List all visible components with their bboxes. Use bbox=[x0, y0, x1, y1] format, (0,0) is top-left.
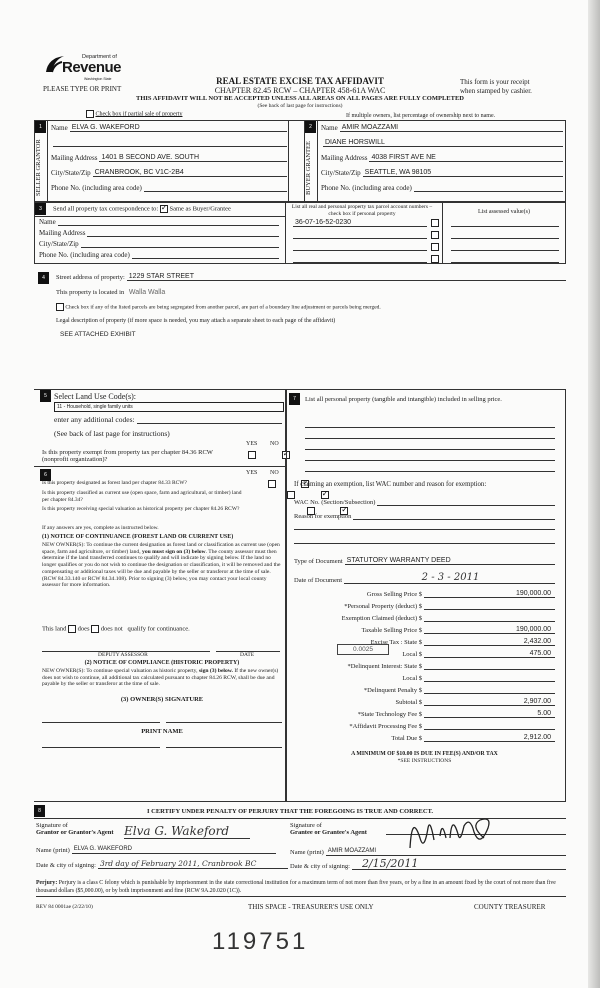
seller-mailing-row: Mailing Address 1401 B SECOND AVE. SOUTH bbox=[51, 153, 287, 162]
exemption-label: If claiming an exemption, list WAC number and reason for exemption: bbox=[294, 481, 487, 488]
street-address-row: Street address of property: 1229 STAR STREET bbox=[56, 272, 566, 281]
local-rate-field[interactable]: 0.0025 bbox=[337, 644, 389, 655]
buyer-phone-row: Phone No. (including area code) bbox=[321, 183, 563, 192]
buyer-mailing-row: Mailing Address 4038 FIRST AVE NE bbox=[321, 153, 563, 162]
parcel-row bbox=[291, 218, 439, 227]
continuance-row: This land does does not qualify for continuance. bbox=[42, 625, 190, 633]
form-subtitle: CHAPTER 82.45 RCW – CHAPTER 458-61A WAC bbox=[214, 86, 386, 95]
seller-city-row: City/State/Zip CRANBROOK, BC V1C-2B4 bbox=[51, 168, 287, 177]
logo-state: Washington State bbox=[84, 77, 112, 81]
tax-row: *Delinquent Interest: State $ bbox=[294, 661, 555, 670]
wac-number-field[interactable] bbox=[377, 497, 555, 506]
tax-row: Exemption Claimed (deduct) $ bbox=[294, 613, 555, 622]
section-number-8: 8 bbox=[34, 805, 45, 817]
assessed-header: List assessed value(s) bbox=[478, 209, 530, 215]
seller-name-row: Name ELVA G. WAKEFORD bbox=[51, 123, 287, 132]
grantor-date-city-field[interactable]: 3rd day of February 2011, Cranbrook BC bbox=[98, 858, 288, 869]
historic-question: Is this property receiving special valuation as historical property per chapter 84.26 RCW? bbox=[42, 506, 240, 512]
parcel-row bbox=[291, 230, 439, 239]
segregated-row: Check box if any of the listed parcels are being segregated from another parcel, are part of a boundary line adjustment or parcels being merged. bbox=[56, 303, 381, 311]
tax-row: Excise Tax : State $ 2,432.00 bbox=[294, 637, 555, 646]
perjury-notice: Perjury: Perjury is a class C felony which is punishable by imprisonment in the state correctional institution for a maximum term of not more than five years, or by a fine in an amount fixed by the court of not more than five thousand dollars ($5,000.00), or by both imprisonment and fine (RCW 9A.20.020 (1C)). bbox=[36, 880, 566, 897]
notice2-body: NEW OWNER(S): To continue special valuation as historic property, sign (3) below. If the new owner(s) does not wish to continue, all additional tax calculated pursuant to chapter 84.26 RCW, shall be due and payable by the seller or transferor at the time of sale. bbox=[42, 668, 279, 687]
grantee-date-city-field[interactable]: 2/15/2011 bbox=[352, 858, 566, 870]
parcel-field[interactable]: 36-07-16-52-0230 bbox=[293, 218, 427, 227]
tax-row: *Personal Property (deduct) $ bbox=[294, 601, 555, 610]
certify-statement: I CERTIFY UNDER PENALTY OF PERJURY THAT THE FOREGOING IS TRUE AND CORRECT. bbox=[146, 808, 433, 815]
corr-name-field[interactable] bbox=[58, 217, 279, 226]
parcels-header: List all real and personal property tax parcel account numbers – check box if personal property bbox=[291, 204, 433, 217]
county-treasurer-label: COUNTY TREASURER bbox=[474, 903, 546, 911]
section-buyer bbox=[288, 120, 566, 202]
buyer-name-row: Name AMIR MOAZZAMI bbox=[321, 123, 563, 132]
grantor-signature[interactable]: Elva G. Wakeford bbox=[124, 824, 250, 839]
tax-row: *State Technology Fee $ 5.00 bbox=[294, 709, 555, 718]
correspondence-row: Send all property tax correspondence to: ✓ Same as Buyer/Grantee bbox=[53, 205, 231, 213]
parcel-field[interactable] bbox=[293, 242, 427, 251]
forest-yes-checkbox[interactable] bbox=[268, 480, 276, 488]
partial-sale-label: Check box if partial sale of property bbox=[95, 111, 183, 118]
tax-row: Local $ 475.00 bbox=[294, 649, 555, 658]
parcel-row bbox=[291, 254, 439, 263]
does-qualify-checkbox[interactable] bbox=[68, 625, 76, 633]
corr-phone-field[interactable] bbox=[132, 250, 279, 259]
see-instructions: *SEE INSTRUCTIONS bbox=[397, 758, 452, 764]
gross-selling-price-field[interactable]: 190,000.00 bbox=[424, 589, 555, 598]
section-number-3: 3 bbox=[35, 203, 46, 215]
land-use-see-back: (See back of last page for instructions) bbox=[54, 429, 170, 438]
buyer-city-field[interactable]: SEATTLE, WA 98105 bbox=[363, 168, 563, 177]
excise-tax-state-field[interactable]: 2,432.00 bbox=[424, 637, 555, 646]
street-address-field[interactable]: 1229 STAR STREET bbox=[127, 272, 566, 281]
section-number-6: 6 bbox=[40, 469, 51, 481]
buyer-mailing-field[interactable]: 4038 FIRST AVE NE bbox=[369, 153, 563, 162]
tax-row: Subtotal $ 2,907.00 bbox=[294, 697, 555, 706]
grantor-print-name-field[interactable]: ELVA G. WAKEFORD bbox=[72, 845, 276, 854]
tax-row: Taxable Selling Price $ 190,000.00 bbox=[294, 625, 555, 634]
seller-side-label: SELLER GRANTOR bbox=[35, 139, 42, 197]
tax-row: Gross Selling Price $ 190,000.00 bbox=[294, 589, 555, 598]
personal-property-line[interactable] bbox=[305, 471, 555, 472]
section-7: 7 List all personal property (tangible and intangible) included in selling price. If claiming an exemption, list WAC number and reason for exemption: WAC No. (Section/Subsection) Reason for exemption Type of Document STATUTORY WARRANTY DEED Date of Document 2 - 3 - 2011 Gross Selling Price $ 190,000.00 *Personal Property (deduct) $ Exemption Claimed (deduct) $ Taxable Selling Price $ 190,000.00 Excise Tax : State $ 2,432.00 0.0025 Local $ 475.00 *Delinquent Interest: State $ Local $ *Delinquent Penalty $ Subtotal $ 2,907.00 *State Technology Fee $ 5.00 *Affidavit Processing Fee $ Total Due $ 2,912.00 A MINIMUM OF $10.00 IS DUE IN FEE(S) AND/OR TAX *SEE INSTRUCTIONS bbox=[286, 389, 566, 801]
sections-5-6: 5 Select Land Use Code(s): 11 - Household, single family units enter any additional codes: (See back of last page for instructions) YES NO Is this property exempt from property tax per chapter 84.36 RCW (nonprofit organization)? ✓ 6 YES NO Is this property designated as forest land per chapter 84.33 RCW? ✓ Is this property classified as current use (open space, farm and agricultural, or timber) land per chapter 84.34? ✓ Is this property receiving special valuation as historical property per chapter 84.26 RCW? ✓ If any answers are yes, complete as instructed below. (1) NOTICE OF CONTINUANCE (FOREST LAND OR CURRENT USE) NEW OWNER(S): To continue the current designation as forest land or classification as current use (open space, farm and agriculture, or timber) land, you must sign on (3) below. The county assessor must then determine if the land transferred continues to qualify and will indicate by signing below. If the land no longer qualifies or you do not wish to continue the designation or classification, it will be removed and the compensating or additional taxes will be due and payable by the seller or transferor at the time of sale. (RCW 84.33.140 or RCW 84.34.108). Prior to signing (3) below, you may contact your local county assessor for more information. This land does does not qualify for continuance. DEPUTY ASSESSOR DATE (2) NOTICE OF COMPLIANCE (HISTORIC PROPERTY) NEW OWNER(S): To continue special valuation as historic property, sign (3) below. If the new owner(s) does not wish to continue, all additional tax calculated pursuant to chapter 84.26 RCW, shall be due and payable by the seller or transferor at the time of sale. (3) OWNER(S) SIGNATURE PRINT NAME bbox=[34, 389, 286, 801]
minimum-due-note: A MINIMUM OF $10.00 IS DUE IN FEE(S) AND/OR TAX bbox=[351, 751, 498, 757]
receipt-note-1: This form is your receipt bbox=[460, 78, 530, 86]
legal-description-field[interactable]: SEE ATTACHED EXHIBIT bbox=[60, 331, 136, 338]
tax-row: *Affidavit Processing Fee $ bbox=[294, 721, 555, 730]
buyer-name-field[interactable]: AMIR MOAZZAMI bbox=[340, 123, 563, 132]
section-number-7: 7 bbox=[289, 393, 300, 405]
legal-description-label: Legal description of property (if more space is needed, you may attach a separate sheet to each page of the affidavit) bbox=[56, 318, 336, 324]
section-seller bbox=[34, 120, 288, 202]
land-use-label: Select Land Use Code(s): bbox=[54, 392, 136, 401]
logo-dept: Department of bbox=[82, 54, 117, 60]
taxable-selling-price-field[interactable]: 190,000.00 bbox=[424, 625, 555, 634]
personal-property-line[interactable] bbox=[305, 438, 555, 439]
personal-property-checkbox[interactable] bbox=[431, 219, 439, 227]
section-number-5: 5 bbox=[40, 390, 51, 402]
exempt-question: Is this property exempt from property tax per chapter 84.36 RCW (nonprofit organization)? bbox=[42, 449, 213, 463]
form-id: REV 84 0001ae (2/22/10) bbox=[36, 904, 93, 910]
delinquent-penalty-field[interactable] bbox=[424, 685, 555, 694]
partial-sale-row bbox=[86, 110, 182, 118]
exemption-claimed-field[interactable] bbox=[424, 613, 555, 622]
completion-warning: THIS AFFIDAVIT WILL NOT BE ACCEPTED UNLESS ALL AREAS ON ALL PAGES ARE FULLY COMPLETED bbox=[136, 95, 464, 102]
grantee-signature-label: Signature of Grantee or Grantee's Agent bbox=[290, 822, 367, 836]
tax-row: Total Due $ 2,912.00 bbox=[294, 733, 555, 742]
current-use-question: Is this property classified as current use (open space, farm and agricultural, or timber) land per chapter 84.34? bbox=[42, 490, 242, 503]
date-label: DATE bbox=[240, 652, 255, 658]
please-type: PLEASE TYPE OR PRINT bbox=[43, 85, 122, 93]
notice1-title: (1) NOTICE OF CONTINUANCE (FOREST LAND OR CURRENT USE) bbox=[42, 534, 234, 540]
document-type-field[interactable]: STATUTORY WARRANTY DEED bbox=[345, 556, 555, 565]
buyer-side-label: BUYER GRANTEE bbox=[305, 141, 312, 195]
owner-signature-line-2[interactable] bbox=[166, 722, 282, 723]
segregated-checkbox[interactable] bbox=[56, 303, 64, 311]
personal-property-checkbox[interactable] bbox=[431, 255, 439, 263]
corr-mailing-field[interactable] bbox=[87, 228, 279, 237]
parcel-row bbox=[291, 242, 439, 251]
processing-fee-field[interactable] bbox=[424, 721, 555, 730]
section-number-2: 2 bbox=[305, 121, 316, 133]
if-yes-note: If any answers are yes, complete as instructed below. bbox=[42, 525, 159, 531]
subtotal-field[interactable]: 2,907.00 bbox=[424, 697, 555, 706]
owner-signature-label: (3) OWNER(S) SIGNATURE bbox=[120, 696, 204, 703]
assessed-value-field[interactable] bbox=[451, 218, 559, 227]
seller-phone-row: Phone No. (including area code) bbox=[51, 183, 287, 192]
logo-name: Revenue bbox=[62, 59, 122, 76]
personal-property-deduct-field[interactable] bbox=[424, 601, 555, 610]
located-row: This property is located in Walla Walla bbox=[56, 289, 166, 296]
buyer-phone-field[interactable] bbox=[414, 183, 563, 192]
exemption-reason-field[interactable] bbox=[353, 511, 555, 520]
delinquent-interest-state-field[interactable] bbox=[424, 661, 555, 670]
parcel-field[interactable] bbox=[293, 254, 427, 263]
delinquent-interest-local-field[interactable] bbox=[424, 673, 555, 682]
affidavit-page: Department of Revenue Washington State PLEASE TYPE OR PRINT REAL ESTATE EXCISE TAX AFFIDAVIT CHAPTER 82.45 RCW – CHAPTER 458-61A WAC THIS AFFIDAVIT WILL NOT BE ACCEPTED UNLESS ALL AREAS ON ALL PAGES ARE FULLY COMPLETED (See back of last page for instructions) This form is your receipt when stamped by cashier. Check box if partial sale of property If multiple owners, list percentage of ownership next to name. 1 SELLER GRANTOR Name ELVA G. WAKEFORD Mailing Address 1401 B SECOND AVE. SOUTH City/State/Zip CRANBROOK, BC V1C-2B4 Phone No. (including area code) 2 BUYER GRANTEE Name AMIR MOAZZAMI DIANE HORSWILL Mailing Address 4038 FIRST AVE NE City/State/Zip SEATTLE, WA 98105 Phone No. (including area code) 3 Send all property tax correspondence to: ✓ Same as Buyer/Grantee Name Mailing Address City/State/Zip Phone No. (including area code) List all real and personal property tax parcel account numbers – check box if personal property List assessed value(s) 36-07-16-52-0230 4 Street address of property: 1229 STAR STREET This property is located in Walla Walla Check box if any of the listed parcels are being segregated from another parcel, are part of a boundary line adjustment or parcels being merged. Legal description of property (if more space is needed, you may attach a separate sheet to each page of the affidavit) SEE ATTACHED EXHIBIT 5 Select Land Use Code(s): 11 - Household, single family units enter any additional codes: (See back of last page for instructions) YES NO Is this property exempt from property tax per chapter 84.36 RCW (nonprofit organization)? ✓ 6 YES NO Is this property designated as forest land per chapter 84.33 RCW? ✓ Is this property classified as current use (open space, farm and agricultural, or timber) land per chapter 84.34? ✓ Is this property receiving special valuation as historical property per chapter 84.26 RCW? ✓ If any answers are yes, complete as instructed below. (1) NOTICE OF CONTINUANCE (FOREST LAND OR CURRENT USE) NEW OWNER(S): To continue the current designation as forest land or classification as current use (open space, farm and agriculture, or timber) land, you must sign on (3) below. The county assessor must then determine if the land transferred continues to qualify and will indicate by signing below. If the land no longer qualifies or you do not wish to continue the designation or classification, it will be removed and the compensating or additional taxes will be due and payable by the seller or transferor at the time of sale. (RCW 84.33.140 or RCW 84.34.108). Prior to signing (3) below, you may contact your local county assessor for more information. This land does does not qualify for continuance. DEPUTY ASSESSOR DATE (2) NOTICE OF COMPLIANCE (HISTORIC PROPERTY) NEW OWNER(S): To continue special valuation as historic property, sign (3) below. If the new owner(s) does not wish to continue, all additional tax calculated pursuant to chapter 84.26 RCW, shall be due and payable by the seller or transferor at the time of sale. (3) OWNER(S) SIGNATURE PRINT NAME 7 List all personal property (tangible and intangible) included in selling price. If claiming an exemption, list WAC number and reason for exemption: WAC No. (Section/Subsection) Reason for exemption Type of Document STATUTORY WARRANTY DEED Date of Document 2 - 3 - 2011 Gross Selling Price $ 190,000.00 *Personal Property (deduct) $ Exemption Claimed (deduct) $ Taxable Selling Price $ 190,000.00 Excise Tax : State $ 2,432.00 0.0025 Local $ 475.00 *Delinquent Interest: State $ Local $ *Delinquent Penalty $ Subtotal $ 2,907.00 *State Technology Fee $ 5.00 *Affidavit Processing Fee $ Total Due $ 2,912.00 A MINIMUM OF $10.00 IS DUE IN FEE(S) AND/OR TAX *SEE INSTRUCTIONS 8 I CERTIFY UNDER PENALTY OF PERJURY THAT THE FOREGOING IS TRUE AND CORRECT. Signature of Grantor or Grantor's Agent Elva G. Wakeford Name (print) ELVA G. WAKEFORD Date & city of signing: 3rd day of February 2011, Cranbrook BC Signature of Grantee or Grantee's Agent Name (print) AMIR MOAZZAMI Date & city of signing: 2/15/2011 Perjury: Perjury is a class C felony which is punishable by imprisonment in the state correctional institution for a maximum term of not more than five years, or by a fine in an amount fixed by the court of not more than five thousand dollars ($5,000.00), or by both imprisonment and fine (RCW 9A.20.020 (1C)). REV 84 0001ae (2/22/10) THIS SPACE - TREASURER'S USE ONLY COUNTY TREASURER 119751 bbox=[0, 0, 600, 988]
assessed-value-field[interactable] bbox=[451, 254, 559, 263]
section-number-4: 4 bbox=[38, 272, 49, 284]
scan-edge bbox=[588, 0, 600, 988]
excise-tax-local-field[interactable]: 475.00 bbox=[424, 649, 555, 658]
form-title: REAL ESTATE EXCISE TAX AFFIDAVIT bbox=[216, 76, 384, 86]
corr-city-field[interactable] bbox=[81, 239, 279, 248]
personal-property-checkbox[interactable] bbox=[431, 243, 439, 251]
partial-sale-checkbox[interactable] bbox=[86, 110, 94, 118]
forest-question: Is this property designated as forest land per chapter 84.33 RCW? bbox=[42, 480, 187, 486]
seller-city-field[interactable]: CRANBROOK, BC V1C-2B4 bbox=[93, 168, 287, 177]
notice2-title: (2) NOTICE OF COMPLIANCE (HISTORIC PROPERTY) bbox=[84, 660, 240, 666]
parcel-field[interactable] bbox=[293, 230, 427, 239]
exempt-yes-checkbox[interactable] bbox=[248, 451, 256, 459]
additional-codes-field[interactable] bbox=[137, 415, 282, 424]
dor-logo bbox=[44, 52, 124, 84]
land-use-select[interactable]: 11 - Household, single family units bbox=[54, 402, 284, 412]
see-back-note: (See back of last page for instructions) bbox=[257, 103, 343, 109]
grantor-signature-label: Signature of Grantor or Grantor's Agent bbox=[36, 822, 114, 836]
buyer-name2-field[interactable]: DIANE HORSWILL bbox=[323, 138, 563, 147]
grantee-print-name-field[interactable]: AMIR MOAZZAMI bbox=[326, 847, 566, 856]
assessed-value-field[interactable] bbox=[451, 242, 559, 251]
total-due-field[interactable]: 2,912.00 bbox=[424, 733, 555, 742]
does-not-qualify-checkbox[interactable] bbox=[91, 625, 99, 633]
personal-property-checkbox[interactable] bbox=[431, 231, 439, 239]
personal-property-label: List all personal property (tangible and intangible) included in selling price. bbox=[305, 396, 502, 403]
seller-mailing-field[interactable]: 1401 B SECOND AVE. SOUTH bbox=[99, 153, 287, 162]
seller-name-field[interactable]: ELVA G. WAKEFORD bbox=[70, 123, 287, 132]
section-correspondence: 3 Send all property tax correspondence to: ✓ Same as Buyer/Grantee Name Mailing Address City/State/Zip Phone No. (including area code) List all real and personal property tax parcel account numbers – check box if personal property List assessed value(s) 36-07-16-52-0230 bbox=[34, 202, 566, 264]
deputy-assessor-label: DEPUTY ASSESSOR bbox=[98, 652, 148, 658]
receipt-note-2: when stamped by cashier. bbox=[460, 87, 532, 95]
seller-phone-field[interactable] bbox=[144, 183, 287, 192]
tax-row: *Delinquent Penalty $ bbox=[294, 685, 555, 694]
assessed-value-field[interactable] bbox=[451, 230, 559, 239]
notice1-body: NEW OWNER(S): To continue the current designation as forest land or classification as current use (open space, farm and agriculture, or timber) land, you must sign on (3) below. The county assessor must then determine if the land transferred continues to qualify and will indicate by signing below. If the land no longer qualifies or you do not wish to continue the designation or classification, it will be removed and the compensating or additional taxes will be due and payable by the seller or transferor at the time of sale. (RCW 84.33.140 or RCW 84.34.108). Prior to signing (3) below, you may contact your local county assessor for more information. bbox=[42, 542, 281, 589]
owner-signature-line-1[interactable] bbox=[42, 722, 160, 723]
tax-row: Local $ bbox=[294, 673, 555, 682]
multiple-owners-note: If multiple owners, list percentage of ownership next to name. bbox=[346, 113, 496, 119]
stamp-number: 119751 bbox=[212, 928, 309, 955]
seller-name2-field[interactable] bbox=[53, 138, 287, 147]
personal-property-line[interactable] bbox=[305, 449, 555, 450]
same-as-buyer-checkbox[interactable] bbox=[160, 205, 168, 213]
personal-property-line[interactable] bbox=[305, 460, 555, 461]
personal-property-line[interactable] bbox=[305, 427, 555, 428]
technology-fee-field[interactable]: 5.00 bbox=[424, 709, 555, 718]
print-name-label: PRINT NAME bbox=[141, 728, 183, 735]
located-county-field[interactable]: Walla Walla bbox=[128, 289, 166, 296]
section-number-1: 1 bbox=[35, 121, 46, 133]
document-date-field[interactable]: 2 - 3 - 2011 bbox=[344, 572, 555, 584]
buyer-city-row: City/State/Zip SEATTLE, WA 98105 bbox=[321, 168, 563, 177]
treasurer-use-label: THIS SPACE - TREASURER'S USE ONLY bbox=[248, 903, 374, 911]
